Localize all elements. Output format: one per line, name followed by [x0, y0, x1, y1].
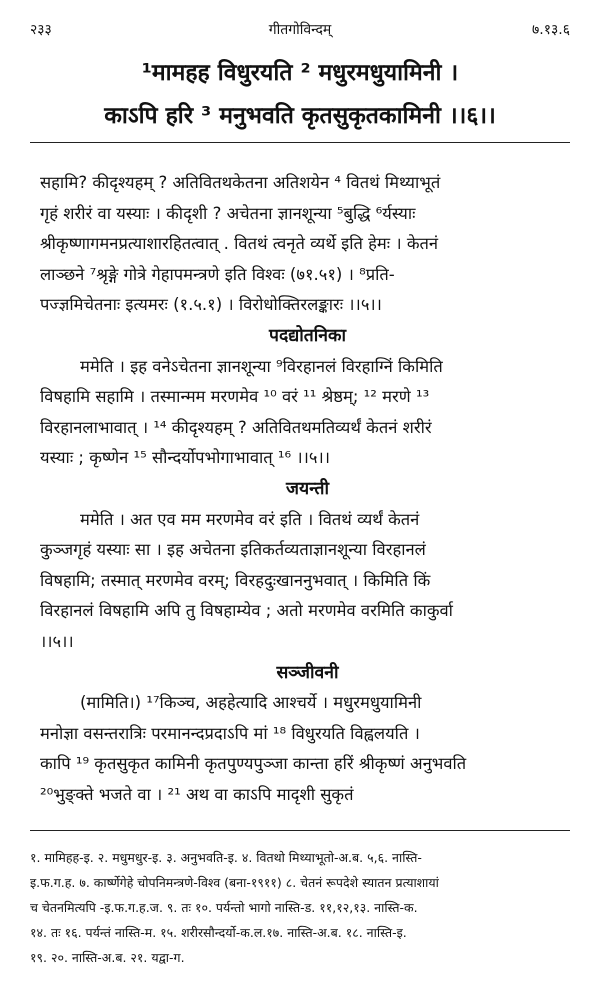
commentary-line: ममेति । इह वनेऽचेतना ज्ञानशून्या ⁹विरहानलं विरहाग्निं किमिति	[80, 356, 443, 376]
commentary-line: श्रीकृष्णागमनप्रत्याशारहितत्वात् . वितथं त्वनृते व्यर्थे इति हेमः । केतनं	[40, 234, 439, 254]
commentary-line: विरहानलाभावात् । ¹⁴ कीदृश्यहम् ? अतिवितथमतिव्यर्थं केतनं शरीरं	[40, 417, 432, 437]
commentary-line: सहामि? कीदृश्यहम् ? अतिवितथकेतना अतिशयेन ⁴ वितथं मिथ्याभूतं	[40, 173, 441, 192]
footnote-line: च चेतनमित्यपि -इ.फ.ग.ह.ज. ९. तः १०. पर्यन्तो भागो नास्ति-ड. ११,१२,१३. नास्ति-क.	[30, 900, 418, 915]
commentary-line: विषहामि; तस्मात् मरणमेव वरम्; विरहदुःखाननुभवात् । किमिति किं	[40, 570, 431, 590]
commentary-line: मनोज्ञा वसन्तरात्रिः परमानन्दप्रदाऽपि मां ¹⁸ विधुरयति विह्वलयति ।	[40, 723, 420, 743]
footnote-line: १. मामिहह-इ. २. मधुमधुर-इ. ३. अनुभवति-इ. ४. वितथो मिथ्याभूतो-अ.ब. ५,६. नास्ति-	[30, 850, 422, 865]
commentary-line: यस्याः ; कृष्णेन ¹⁵ सौन्दर्योपभोगाभावात् ¹⁶ ।।५।।	[40, 448, 330, 468]
commentary-line: कापि ¹⁹ कृतसुकृत कामिनी कृतपुण्यपुञ्जा कान्ता हरिं श्रीकृष्णं अनुभवति	[40, 754, 467, 774]
commentary-line: ममेति । अत एव मम मरणमेव वरं इति । वितथं व्यर्थं केतनं	[80, 509, 420, 529]
commentary-line: कुञ्जगृहं यस्याः सा । इह अचेतना इतिकर्तव्यताज्ञानशून्या विरहानलं	[40, 540, 426, 560]
verse-line-2: काऽपि हरि ³ मनुभवति कृतसुकृतकामिनी ।।६।।	[104, 103, 496, 129]
section-heading: सञ्जीवनी	[276, 662, 339, 683]
verse-divider	[30, 142, 570, 143]
verse-line-1: ¹मामहह विधुरयति ² मधुरमधुयामिनी ।	[141, 60, 459, 86]
section-heading: जयन्ती	[285, 478, 330, 499]
commentary-line: विषहामि सहामि । तस्मान्मम मरणमेव ¹⁰ वरं ¹¹ श्रेष्ठम्; ¹² मरणे ¹³	[40, 387, 430, 407]
commentary-line: गृहं शरीरं वा यस्याः । कीदृशी ? अचेतना ज्ञानशून्या ⁵बुद्धि ⁶र्यस्याः	[40, 203, 416, 223]
running-title: गीतगोविन्दम्	[268, 21, 332, 38]
verse-reference: ७.१३.६	[531, 21, 570, 38]
section-heading: पदद्योतनिका	[269, 325, 346, 346]
commentary-line: (मामिति।) ¹⁷किञ्च, अहहेत्यादि आश्चर्ये । मधुरमधुयामिनी	[80, 693, 422, 713]
footnote-divider	[30, 830, 570, 831]
commentary-line: ।।५।।	[40, 631, 74, 651]
commentary-line: पज्ज्ञमिचेतनाः इत्यमरः (१.५.१) । विरोधोक्तिरलङ्कारः ।।५।।	[40, 295, 382, 315]
commentary-line: विरहानलं विषहामि अपि तु विषहाम्येव ; अतो मरणमेव वरमिति काकुर्वा	[40, 601, 453, 621]
commentary-line: लाञ्छने ⁷श्रृङ्गे गोत्रे गेहापमन्त्रणे इति विश्वः (७१.५१) । ⁸प्रति-	[40, 264, 395, 284]
footnote-line: इ.फ.ग.ह. ७. कार्ष्णेगेहे चोपनिमन्त्रणे-विश्व (बना-१९११) ८. चेतनं रूपदेशे स्यातन प्रत्याशायां	[30, 875, 439, 890]
page-header	[30, 18, 570, 40]
commentary-line: ²⁰भुङ्क्ते भजते वा । ²¹ अथ वा काऽपि मादृशी सुकृतं	[40, 784, 354, 804]
commentary-body	[40, 168, 575, 810]
page-number: २३३	[30, 21, 52, 38]
footnote-line: १९. २०. नास्ति-अ.ब. २१. यद्वा-ग.	[30, 950, 185, 965]
footnote-line: १४. तः १६. पर्यन्तं नास्ति-म. १५. शरीरसौन्दर्यो-क.ल.१७. नास्ति-अ.ब. १८. नास्ति-इ.	[30, 925, 407, 940]
footnotes	[30, 845, 575, 970]
